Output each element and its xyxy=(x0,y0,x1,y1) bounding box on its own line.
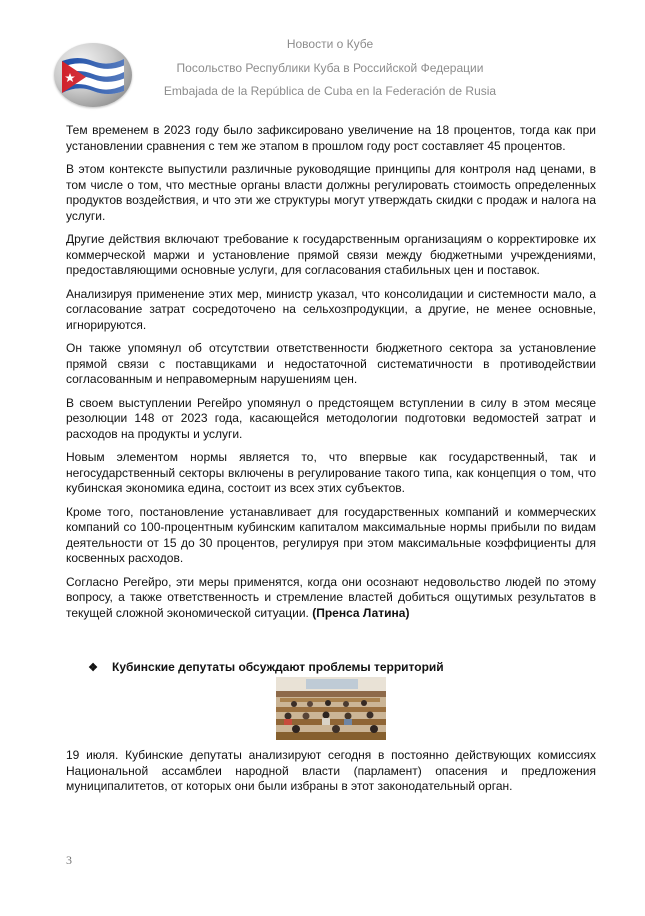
last-paragraph-text: Согласно Регейро, эти меры применятся, когда они осознают недовольство людей по этому вопросу, а также ответственность и стремление властей добиться ощутимых результатов в текущей сложной экономической ситуации. xyxy=(66,574,596,620)
header-title: Новости о Кубе xyxy=(286,37,374,51)
diamond-bullet-icon: ❖ xyxy=(88,661,98,674)
cuban-flag-emblem-icon xyxy=(54,43,132,107)
photo-graphic xyxy=(276,677,386,740)
paragraph: Анализируя применение этих мер, министр указал, что консолидации и системности мало, а согласование затрат сосредоточено на сельхозпродукции, а другие, не менее основные, игнорируются. xyxy=(66,286,596,332)
header-embassy-ru: Посольство Республики Куба в Российской Федерации xyxy=(176,61,484,75)
cuban-flag-graphic xyxy=(60,53,126,97)
news-item-body xyxy=(66,748,596,803)
paragraph: Кроме того, постановление устанавливает для государственных компаний и коммерческих компаний со 100-процентным кубинским капиталом максимальные нормы прибыли по видам деятельности от 15 до 30 процентов, регулируя при этом максимальные коэффициенты для косвенных расходов. xyxy=(66,504,596,565)
paragraph: Он также упомянул об отсутствии ответственности бюджетного сектора за установление прямой связи с поставщиками и недостаточной систематичности в противодействии согласованным и неправомерным нарушениям цен. xyxy=(66,341,596,386)
header-embassy-es: Embajada de la República de Cuba en la Federación de Rusia xyxy=(163,84,497,98)
paragraph: В этом контексте выпустили различные руководящие принципы для контроля над ценами, в том числе о том, что местные органы власти должны регулировать стоимость определенных продуктов воздействия, и что эти же структуры могут утверждать скидки с продаж и налога на услуги. xyxy=(66,162,596,223)
paragraph: В своем выступлении Регейро упомянул о предстоящем вступлении в силу в этом месяце резолюции 148 от 2023 года, касающейся методологии подготовки ведомостей затрат и расходов на продукты и услуги. xyxy=(66,395,596,441)
news-item-title: Кубинские депутаты обсуждают проблемы территорий xyxy=(112,660,444,674)
last-paragraph xyxy=(66,575,596,622)
paragraph: 19 июля. Кубинские депутаты анализируют сегодня в постоянно действующих комиссиях Национальной ассамблеи народной власти (парламент) опасения и предложения муниципалитетов, от которых они были избраны в этот законодательный орган. xyxy=(66,748,596,793)
paragraph: Другие действия включают требование к государственным организациям о корректировке их коммерческой маржи и установление прямой связи между бюджетными учреждениями, предоставляющими основные услуги, для согласования стабильных цен и поставок. xyxy=(66,232,596,277)
paragraph: Тем временем в 2023 году было зафиксировано увеличение на 18 процентов, тогда как при установлении сравнения с тем же этапом в прошлом году рост составляет 45 процентов. xyxy=(66,123,596,153)
source-attribution: (Пренса Латина) xyxy=(312,605,410,620)
article-body xyxy=(66,123,596,629)
news-item-heading xyxy=(86,660,586,674)
page-header xyxy=(0,0,645,110)
parliament-session-photo xyxy=(276,677,386,740)
page-number: 3 xyxy=(66,853,72,867)
paragraph: Новым элементом нормы является то, что впервые как государственный, так и негосударственный секторы включены в регулирование такого типа, как концепция о том, что кубинская экономика едина, состоит из всех этих субъектов. xyxy=(66,450,596,495)
